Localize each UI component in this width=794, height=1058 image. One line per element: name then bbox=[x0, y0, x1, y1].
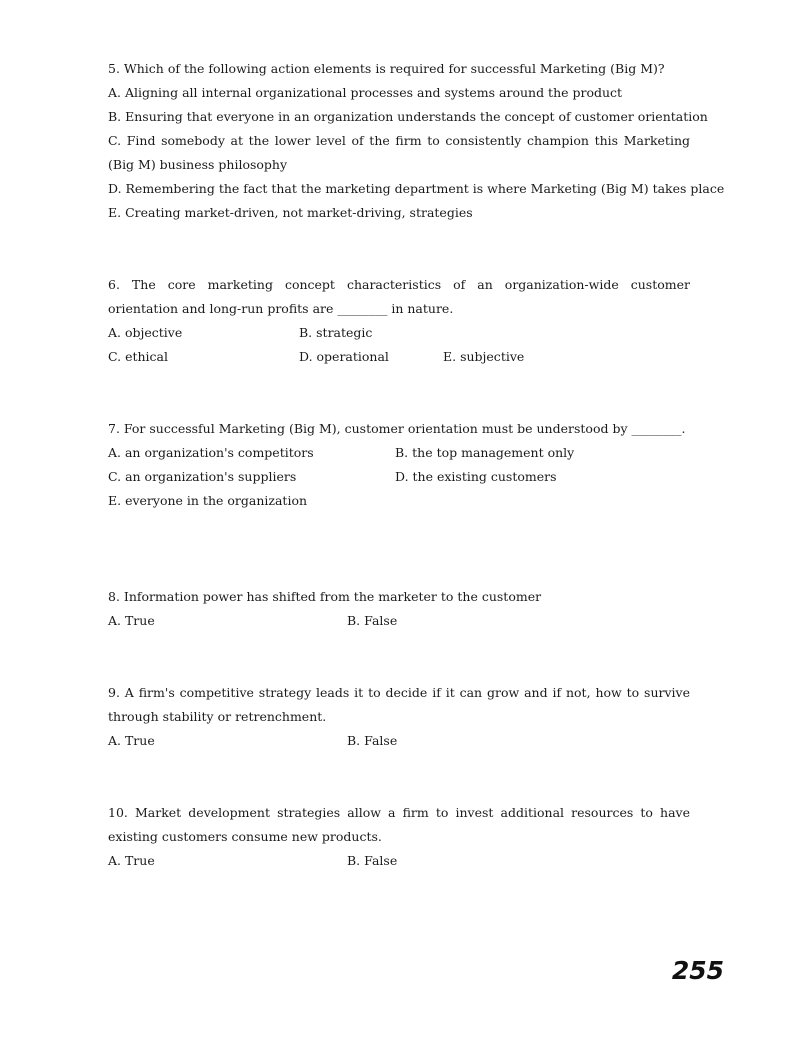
question-10-options-row bbox=[108, 849, 690, 873]
question-10-option-b: B. False bbox=[347, 853, 398, 868]
question-6-options-row-2 bbox=[108, 345, 690, 369]
question-7-option-a: A. an organization's competitors bbox=[108, 445, 314, 460]
question-10-option-a: A. True bbox=[108, 853, 155, 868]
question-6 bbox=[108, 273, 690, 369]
question-9-option-a: A. True bbox=[108, 733, 155, 748]
question-6-option-b: B. strategic bbox=[299, 325, 373, 340]
question-6-option-c: C. ethical bbox=[108, 349, 168, 364]
question-6-option-a: A. objective bbox=[108, 325, 183, 340]
question-7 bbox=[108, 417, 690, 513]
question-8-stem: 8. Information power has shifted from the marketer to the customer bbox=[108, 589, 542, 604]
question-7-options-row-2 bbox=[108, 465, 690, 489]
question-9 bbox=[108, 681, 690, 753]
question-8-option-a: A. True bbox=[108, 613, 155, 628]
question-8-option-b: B. False bbox=[347, 613, 398, 628]
question-8-options-row bbox=[108, 609, 690, 633]
question-5-option-c: C. Find somebody at the lower level of the firm to consistently champion this Marketing (Big M) business philosophy bbox=[108, 133, 690, 172]
question-9-option-b: B. False bbox=[347, 733, 398, 748]
question-5-option-e: E. Creating market-driven, not market-driving, strategies bbox=[108, 205, 473, 220]
question-9-stem: 9. A firm's competitive strategy leads it to decide if it can grow and if not, how to survive through stability or retrenchment. bbox=[108, 685, 690, 724]
question-5-option-a: A. Aligning all internal organizational processes and systems around the product bbox=[108, 85, 623, 100]
question-7-option-b: B. the top management only bbox=[395, 445, 575, 460]
question-7-option-c: C. an organization's suppliers bbox=[108, 469, 297, 484]
question-7-stem: 7. For successful Marketing (Big M), customer orientation must be understood by ________. bbox=[108, 421, 686, 436]
question-6-stem: 6. The core marketing concept characteristics of an organization-wide customer orientation and long-run profits are ________ in nature. bbox=[108, 277, 690, 316]
question-5-stem: 5. Which of the following action elements is required for successful Marketing (Big M)? bbox=[108, 61, 665, 76]
question-6-options-row-1 bbox=[108, 321, 690, 345]
question-8 bbox=[108, 585, 690, 633]
question-7-option-e: E. everyone in the organization bbox=[108, 493, 308, 508]
question-7-options-row-1 bbox=[108, 441, 690, 465]
page-number: 255 bbox=[671, 956, 724, 985]
question-6-option-d: D. operational bbox=[299, 349, 389, 364]
question-5-option-d: D. Remembering the fact that the marketing department is where Marketing (Big M) takes place bbox=[108, 181, 725, 196]
question-9-options-row bbox=[108, 729, 690, 753]
question-7-options-row-3 bbox=[108, 489, 690, 513]
question-10-stem: 10. Market development strategies allow a firm to invest additional resources to have existing customers consume new products. bbox=[108, 805, 690, 844]
question-7-option-d: D. the existing customers bbox=[395, 469, 557, 484]
question-5 bbox=[108, 57, 725, 225]
question-6-option-e: E. subjective bbox=[443, 349, 525, 364]
question-5-option-b: B. Ensuring that everyone in an organization understands the concept of customer orientation bbox=[108, 109, 708, 124]
question-10 bbox=[108, 801, 690, 873]
